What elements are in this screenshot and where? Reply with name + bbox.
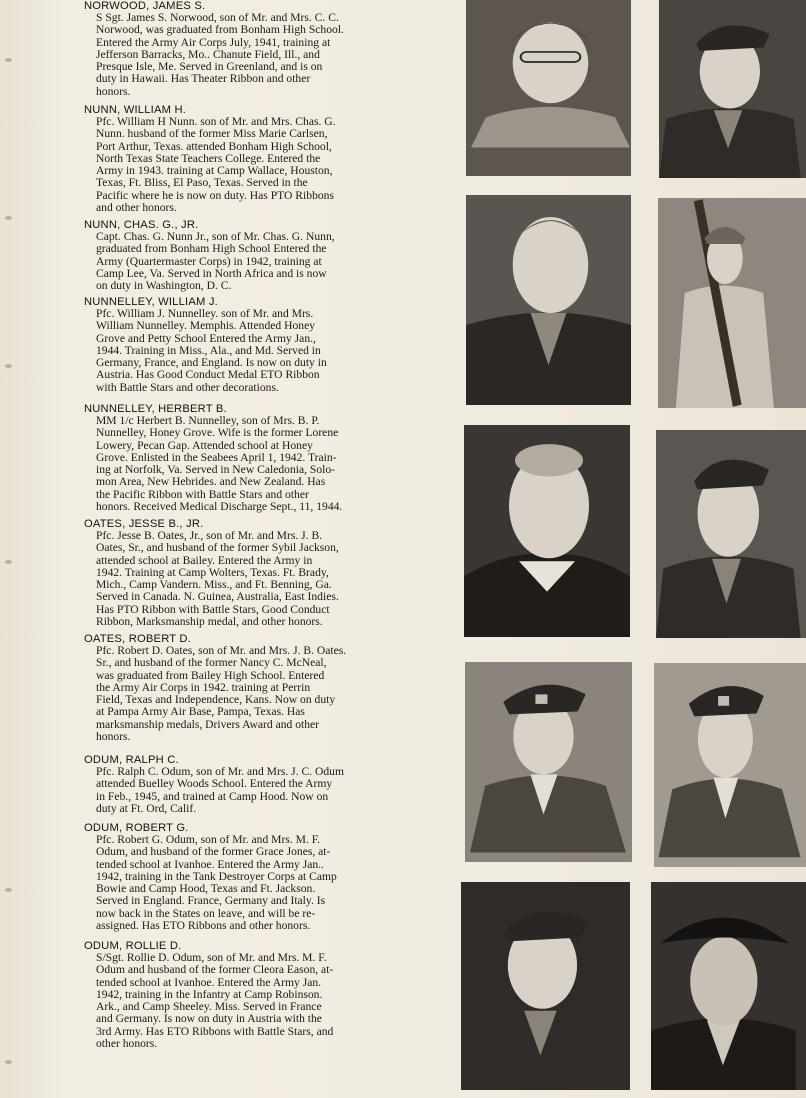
entry-text-line: Entered the Army Air Corps July, 1941, training at: [96, 35, 331, 49]
entry-text-line: Sr., and husband of the former Nancy C. McNeal,: [96, 656, 327, 670]
portrait-photo-nunn-chas: [466, 195, 631, 405]
entry-text-line: on duty in Washington, D. C.: [96, 279, 232, 293]
entry-text-line: S Sgt. James S. Norwood, son of Mr. and Mrs. C. C.: [96, 11, 339, 25]
entry-name: OATES, JESSE B., JR.: [84, 518, 204, 530]
biography-entry: [84, 633, 346, 743]
entry-text-line: 1942, training in the Infantry at Camp Robinson.: [96, 987, 323, 1001]
entry-text-line: William Nunnelley. Memphis. Attended Honey: [96, 319, 316, 333]
entry-text-line: duty in Hawaii. Has Theater Ribbon and other: [96, 72, 311, 86]
entry-text-line: tended school at Ivanhoe. Entered the Army Jan.: [96, 975, 322, 989]
entry-text-line: duty at Ft. Ord, Calif.: [96, 801, 197, 815]
entry-text-line: Nunn. husband of the former Miss Marie Carlsen,: [96, 127, 328, 141]
entry-text-line: Pfc. Jesse B. Oates, Jr., son of Mr. and Mrs. J. B.: [96, 529, 323, 543]
entry-text-line: S/Sgt. Rollie D. Odum, son of Mr. and Mrs. M. F.: [96, 951, 327, 965]
biography-entry: [84, 754, 344, 815]
binder-hole-mark: [5, 1060, 12, 1064]
entry-text-line: and Germany. Is now on duty in Austria with the: [96, 1012, 322, 1026]
entry-text-line: MM 1/c Herbert B. Nunnelley, son of Mrs. B. P.: [96, 414, 320, 428]
entry-text-line: Capt. Chas. G. Nunn Jr., son of Mr. Chas. G. Nunn,: [96, 230, 335, 244]
entry-name: ODUM, ROBERT G.: [84, 822, 189, 834]
biography-entry: [84, 0, 344, 98]
entry-text-line: Army in 1943. training at Camp Wallace, Houston,: [96, 164, 333, 178]
entry-text-line: Nunnelley, Honey Grove. Wife is the former Lorene: [96, 426, 339, 440]
binder-hole-mark: [5, 216, 12, 220]
entry-text-line: Ribbon, Marksmanship medal, and other honors.: [96, 614, 323, 628]
portrait-photo-oates-robert: [465, 662, 632, 862]
entry-text-line: tended school at Ivanhoe. Entered the Army Jan..: [96, 857, 324, 871]
entry-text-line: Grove and Petty School Entered the Army Jan.,: [96, 331, 316, 345]
entry-text-line: attended Buelley Woods School. Entered the Army: [96, 777, 333, 791]
entry-text-line: Jefferson Barracks, Mo.. Chanute Field, Ill., and: [96, 47, 320, 61]
entry-text-line: Pfc. Robert D. Oates, son of Mr. and Mrs. J. B. Oates.: [96, 644, 347, 658]
entry-text-line: 1944. Training in Miss., Ala., and Md. Served in: [96, 343, 321, 357]
entry-text-line: Germany, France, and England. Is now on duty in: [96, 356, 327, 370]
entry-text-line: honors.: [96, 729, 131, 743]
entry-text-line: Port Arthur, Texas. attended Bonham High School,: [96, 139, 332, 153]
portrait-photo-odum-rollie: [651, 882, 806, 1090]
entry-text-line: and other honors.: [96, 200, 177, 214]
entry-text-line: attended school at Bailey. Entered the Army in: [96, 553, 313, 567]
biography-column: [84, 0, 436, 1098]
entry-name: NUNNELLEY, WILLIAM J.: [84, 296, 218, 308]
entry-text-line: Pfc. William J. Nunnelley. son of Mr. and Mrs.: [96, 307, 314, 321]
entry-text-line: the Army Air Corps in 1942. training at Perrin: [96, 680, 311, 694]
portrait-photo-norwood-james: [466, 0, 631, 176]
entry-text-line: at Pampa Army Air Base, Pampa, Texas. Has: [96, 705, 305, 719]
entry-text-line: Ark., and Camp Sheeley. Miss. Served in France: [96, 1000, 322, 1014]
entry-text-line: Mich., Camp Vandern. Miss., and Ft. Benning, Ga.: [96, 578, 332, 592]
entry-text-line: honors. Received Medical Discharge Sept., 11, 1944.: [96, 499, 343, 513]
entry-text-line: now back in the States on leave, and will be re-: [96, 906, 316, 920]
entry-text-line: Odum and husband of the former Cleora Eason, at-: [96, 963, 334, 977]
entry-text-line: 1942, training in the Tank Destroyer Corps at Camp: [96, 869, 337, 883]
binder-hole-mark: [5, 888, 12, 892]
entry-text-line: Grove. Enlisted in the Seabees April 1, 1942. Train-: [96, 450, 337, 464]
biography-entry: [84, 403, 342, 513]
biography-entry: [84, 940, 333, 1050]
entry-text-line: Presque Isle, Me. Served in Greenland, and is on: [96, 60, 323, 74]
entry-text-line: with Battle Stars and other decorations.: [96, 380, 279, 394]
entry-name: NUNN, WILLIAM H.: [84, 104, 187, 116]
portrait-photo-oates-jesse: [656, 430, 806, 638]
binder-hole-mark: [5, 560, 12, 564]
portrait-photo-nunnelley-herbert: [464, 425, 630, 637]
biography-entry: [84, 104, 336, 214]
portrait-photo-nunn-william: [659, 0, 806, 178]
entry-text-line: Texas, Ft. Bliss, El Paso, Texas. Served in the: [96, 176, 308, 190]
entry-text-line: honors.: [96, 84, 131, 98]
entry-text-line: Pfc. William H Nunn. son of Mr. and Mrs. Chas. G.: [96, 115, 336, 129]
entry-text-line: Odum, and husband of the former Grace Jones, at-: [96, 845, 331, 859]
entry-text-line: marksmanship medals, Drivers Award and other: [96, 717, 320, 731]
entry-text-line: Pfc. Robert G. Odum, son of Mr. and Mrs. M. F.: [96, 833, 321, 847]
binder-hole-mark: [5, 58, 12, 62]
entry-text-line: Norwood, was graduated from Bonham High School.: [96, 23, 344, 37]
entry-text-line: other honors.: [96, 1036, 158, 1050]
entry-name: ODUM, RALPH C.: [84, 754, 179, 766]
entry-text-line: graduated from Bonham High School Entered the: [96, 242, 327, 256]
entry-text-line: Served in Canada. N. Guinea, Australia, East Indies.: [96, 590, 339, 604]
entry-text-line: Pacific where he is now on duty. Has PTO Ribbons: [96, 188, 334, 202]
entry-text-line: was graduated from Bailey High School. Entered: [96, 668, 325, 682]
portrait-photo-nunnelley-william: [658, 198, 806, 408]
entry-name: NUNNELLEY, HERBERT B.: [84, 403, 227, 415]
biography-entry: [84, 822, 337, 932]
entry-text-line: Field, Texas and Independence, Kans. Now on duty: [96, 693, 336, 707]
entry-text-line: Austria. Has Good Conduct Medal ETO Ribbon: [96, 368, 320, 382]
entry-text-line: Army (Quartermaster Corps) in 1942, training at: [96, 254, 322, 268]
entry-text-line: in Feb., 1945, and trained at Camp Hood. Now on: [96, 789, 329, 803]
entry-text-line: mon Area, New Hebrides. and New Zealand. Has: [96, 475, 326, 489]
portrait-photo-odum-ralph: [654, 663, 806, 867]
entry-name: NORWOOD, JAMES S.: [84, 0, 206, 12]
binder-hole-mark: [5, 364, 12, 368]
entry-name: ODUM, ROLLIE D.: [84, 940, 182, 952]
entry-name: NUNN, CHAS. G., JR.: [84, 219, 199, 231]
entry-text-line: Pfc. Ralph C. Odum, son of Mr. and Mrs. J. C. Odum: [96, 765, 344, 779]
entry-text-line: Lowery, Pecan Gap. Attended school at Honey: [96, 438, 313, 452]
biography-entry: [84, 518, 339, 628]
entry-text-line: Has PTO Ribbon with Battle Stars, Good Conduct: [96, 602, 330, 616]
entry-text-line: 3rd Army. Has ETO Ribbons with Battle Stars, and: [96, 1024, 334, 1038]
entry-text-line: 1942. Training at Camp Wolters, Texas. Ft. Brady,: [96, 565, 329, 579]
portrait-photo-odum-robert: [461, 882, 630, 1090]
biography-entry: [84, 219, 335, 292]
entry-text-line: North Texas State Teachers College. Entered the: [96, 151, 321, 165]
entry-text-line: Served in England. France, Germany and Italy. Is: [96, 894, 326, 908]
biography-entry: [84, 296, 327, 394]
entry-text-line: assigned. Has ETO Ribbons and other honors.: [96, 918, 311, 932]
entry-text-line: ing at Norfolk, Va. Served in New Caledonia, Solo-: [96, 463, 336, 477]
entry-text-line: the Pacific Ribbon with Battle Stars and other: [96, 487, 309, 501]
entry-text-line: Bowie and Camp Hood, Texas and Ft. Jackson.: [96, 882, 316, 896]
entry-text-line: Camp Lee, Va. Served in North Africa and is now: [96, 266, 327, 280]
entry-name: OATES, ROBERT D.: [84, 633, 192, 645]
entry-text-line: Oates, Sr., and husband of the former Sybil Jackson,: [96, 541, 339, 555]
